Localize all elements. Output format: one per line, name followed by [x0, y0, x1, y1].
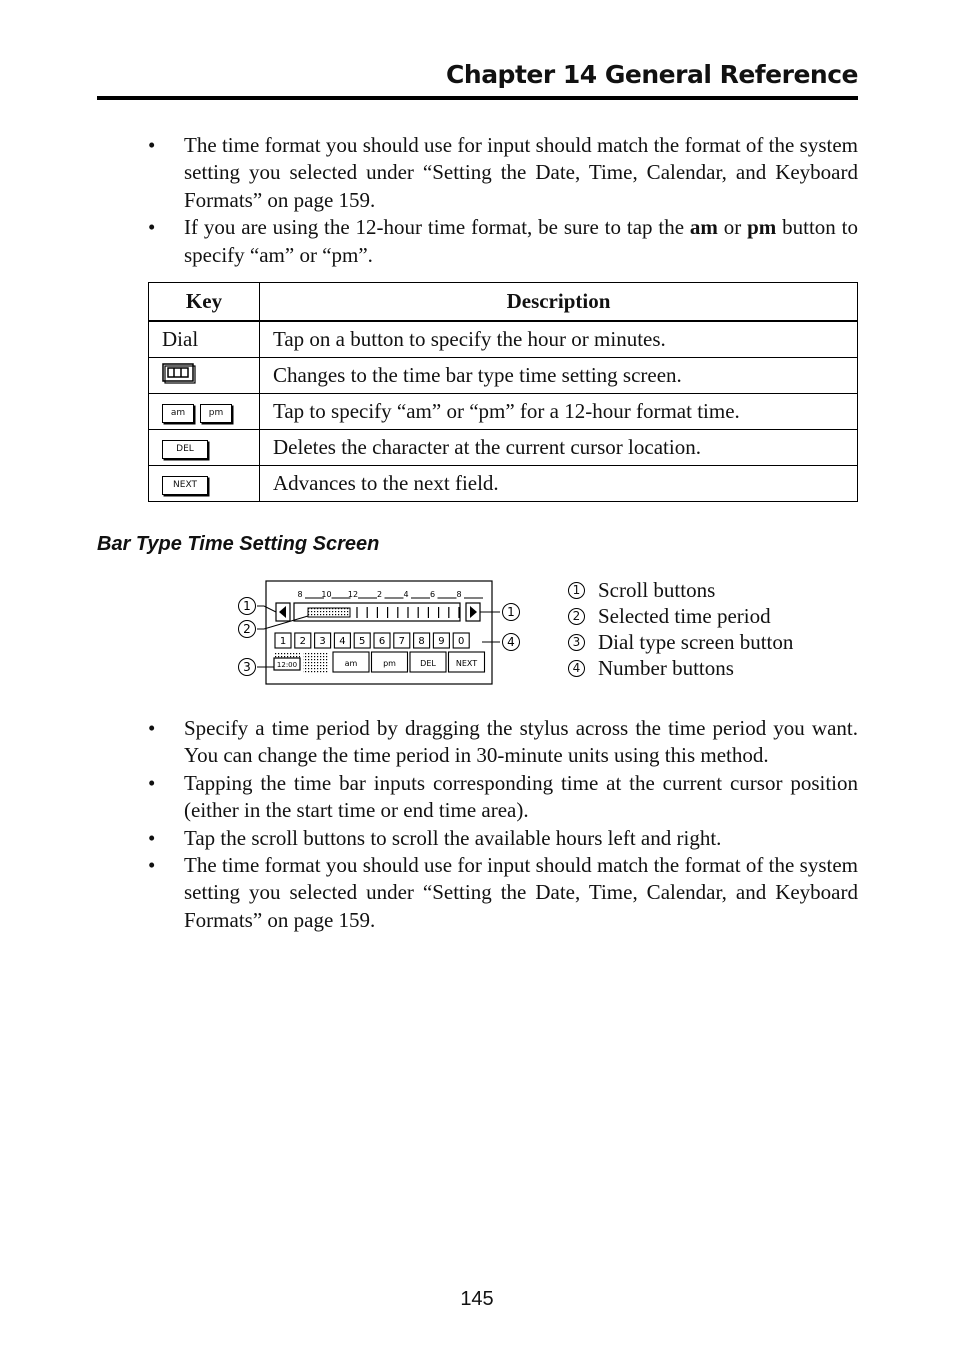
header-rule [97, 96, 858, 100]
function-button-next[interactable] [449, 652, 485, 672]
key-cell: Dial [149, 321, 260, 358]
legend-label: Number buttons [598, 656, 734, 680]
chapter-header: Chapter 14 General Reference [446, 60, 858, 89]
bullet-text: If you are using the 12-hour time format, be sure to tap the [184, 215, 690, 240]
number-button-7[interactable] [394, 633, 410, 648]
scroll-right-button[interactable] [466, 603, 480, 621]
number-button-label: 4 [339, 636, 346, 647]
number-button-9[interactable] [433, 633, 449, 648]
number-button-8[interactable] [414, 633, 430, 648]
key-cell [149, 394, 260, 430]
hour-label: 6 [429, 590, 436, 599]
am-key-icon: am [162, 404, 194, 423]
legend-label: Dial type screen button [598, 630, 794, 654]
del-key-icon: DEL [162, 440, 208, 459]
key-cell [149, 466, 260, 502]
bar-type-icon [162, 362, 196, 384]
selected-time-period[interactable] [308, 608, 350, 617]
number-button-label: 5 [359, 636, 366, 647]
bullet-text: The time format you should use for input should match the format of the system setting you selected under “Setting the Date, Time, Calendar, and Keyboard Formats” on page 159. [184, 133, 858, 212]
legend-label: Selected time period [598, 604, 771, 628]
bullet-text: button to specify “am” or “pm”. [184, 215, 858, 267]
description-cell: Deletes the character at the current cursor location. [260, 430, 858, 466]
bullet-item: • Tap the scroll buttons to scroll the available hours left and right. [148, 825, 722, 850]
bottom-bullet-list [148, 715, 858, 934]
am-bold-label: am [689, 215, 718, 240]
table-row [149, 321, 858, 358]
legend-number: 2 [568, 608, 585, 625]
legend-item [568, 603, 793, 629]
number-button-1[interactable] [275, 633, 291, 648]
section-title: Bar Type Time Setting Screen [97, 533, 380, 555]
legend-number: 4 [568, 660, 585, 677]
function-button-label: pm [383, 659, 396, 668]
bullet-text: Tapping the time bar inputs corresponding time at the current cursor position (either in the start time or end time area). [184, 770, 858, 823]
shaded-area [303, 652, 329, 674]
legend-number: 1 [568, 582, 585, 599]
callout-number: 2 [243, 622, 251, 636]
function-button-del[interactable] [410, 652, 446, 672]
bullet-item: • The time format you should use for input should match the format of the system setting you selected under “Setting the Date, Time, Calendar, and Keyboard Formats” on page 159. [148, 853, 858, 932]
legend-label: Scroll buttons [598, 578, 716, 602]
function-button-am[interactable] [333, 652, 369, 672]
table-row [149, 430, 858, 466]
top-bullet-list [148, 132, 858, 269]
description-cell: Advances to the next field. [260, 466, 858, 502]
next-key-icon: NEXT [162, 476, 208, 495]
key-cell [149, 358, 260, 394]
number-button-4[interactable] [334, 633, 350, 648]
callout-number: 3 [243, 660, 251, 674]
diagram-legend [568, 577, 793, 681]
bullet-text: or [717, 215, 748, 240]
bullet-item: • The time format you should use for input should match the format of the system setting you selected under “Setting the Date, Time, Calendar, and Keyboard Formats” on page 159. [148, 133, 858, 212]
number-button-6[interactable] [374, 633, 390, 648]
dial-type-button[interactable] [274, 652, 300, 670]
callout-number: 1 [507, 605, 515, 619]
number-button-label: 6 [378, 636, 386, 647]
function-button-pm[interactable] [372, 652, 408, 672]
description-cell: Changes to the time bar type time setting screen. [260, 358, 858, 394]
number-button-label: 7 [398, 636, 405, 647]
scroll-left-button[interactable] [276, 603, 290, 621]
number-button-0[interactable] [453, 633, 469, 648]
dial-button-label: 12:00 [276, 661, 298, 669]
legend-number: 3 [568, 634, 585, 651]
bullet-text: Tap the scroll buttons to scroll the available hours left and right. [184, 825, 722, 850]
callout-number: 4 [507, 635, 515, 649]
number-button-label: 1 [279, 636, 287, 647]
bullet-text: The time format you should use for input should match the format of the system setting you selected under “Setting the Date, Time, Calendar, and Keyboard Formats” on page 159. [184, 853, 858, 932]
number-button-3[interactable] [315, 633, 331, 648]
pm-key-icon: pm [200, 404, 232, 423]
key-header: Key [149, 283, 260, 322]
function-button-label: NEXT [455, 659, 478, 668]
function-button-label: DEL [420, 659, 436, 668]
legend-item [568, 655, 793, 681]
key-cell [149, 430, 260, 466]
number-button-5[interactable] [354, 633, 370, 648]
bullet-item: • If you are using the 12-hour time format, be sure to tap the am or pm button to specify “am” or “pm”. [148, 215, 858, 267]
function-button-label: am [344, 659, 358, 668]
hour-label: 10 [321, 590, 332, 599]
key-table [148, 282, 858, 502]
hour-label: 8 [297, 590, 303, 599]
hour-label: 2 [376, 590, 383, 599]
bar-type-screen-diagram [230, 578, 530, 688]
description-cell: Tap to specify “am” or “pm” for a 12-hour format time. [260, 394, 858, 430]
bullet-item: • Tapping the time bar inputs corresponding time at the current cursor position (either in the start time or end time area). [148, 770, 858, 823]
hour-label: 12 [347, 590, 359, 599]
table-row [149, 466, 858, 502]
table-header-row [149, 283, 858, 322]
bullet-text: Specify a time period by dragging the stylus across the time period you want. You can change the time period in 30-minute units using this method. [184, 716, 858, 768]
description-cell: Tap on a button to specify the hour or minutes. [260, 321, 858, 358]
table-row [149, 394, 858, 430]
legend-item [568, 577, 793, 603]
number-button-label: 9 [438, 636, 445, 647]
number-button-2[interactable] [295, 633, 311, 648]
number-button-label: 8 [418, 636, 425, 647]
legend-item [568, 629, 793, 655]
hour-label: 8 [456, 590, 462, 599]
number-button-label: 0 [458, 636, 465, 647]
table-row [149, 358, 858, 394]
page-number: 145 [460, 1288, 494, 1310]
description-header: Description [260, 283, 858, 322]
callout-number: 1 [243, 599, 251, 613]
hour-label: 4 [403, 590, 409, 599]
pm-bold-label: pm [747, 215, 777, 240]
number-button-label: 3 [319, 636, 326, 647]
number-button-label: 2 [299, 636, 306, 647]
bullet-item: • Specify a time period by dragging the stylus across the time period you want. You can change the time period in 30-minute units using this method. [148, 716, 858, 768]
